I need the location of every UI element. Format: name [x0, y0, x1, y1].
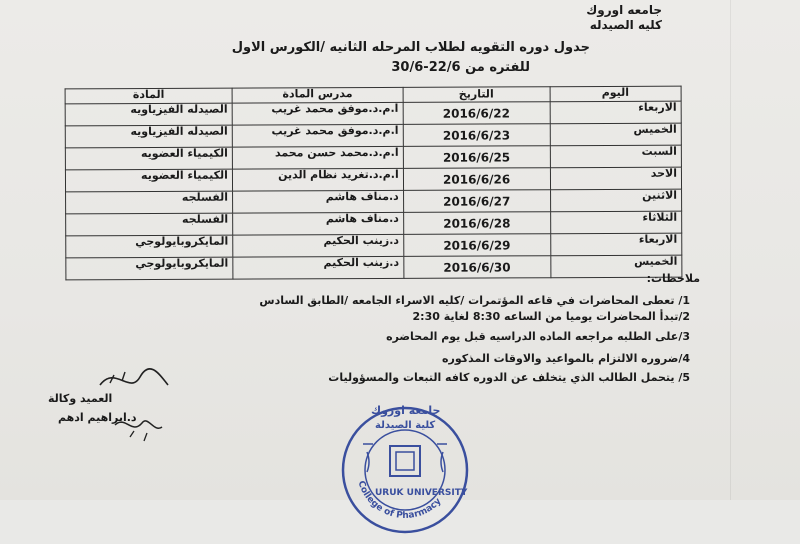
teacher-cell: ا.م.د.تغريد نظام الدين — [232, 168, 403, 191]
period-line: للفتره من 22/6-30/6 — [391, 60, 530, 75]
date-cell: 2016/6/29 — [403, 234, 550, 257]
signatory-name: د.ابراهيم ادهم — [58, 411, 137, 424]
day-cell: السبت — [550, 145, 682, 168]
teacher-cell: د.مناف هاشم — [233, 190, 404, 213]
date-cell: 2016/6/25 — [403, 146, 550, 169]
teacher-cell: د.زينب الحكيم — [233, 256, 404, 279]
table-row — [65, 123, 681, 148]
day-cell: الاربعاء — [550, 101, 682, 124]
document-title: جدول دوره التقويه لطلاب المرحله الثانيه /الكورس الاول — [231, 40, 590, 55]
college-stamp — [335, 400, 475, 522]
date-cell: 2016/6/27 — [403, 190, 550, 213]
page-edge-shadow — [730, 0, 731, 500]
note-item: 2/تبدأ المحاضرات يوميا من الساعه 8:30 لغاية 2:30 — [412, 310, 690, 323]
table-row — [65, 167, 681, 192]
column-header-subject: المادة — [65, 88, 232, 104]
subject-cell: الفسلجه — [66, 213, 233, 236]
table-row — [65, 145, 681, 170]
subject-cell: الصيدله الفيزياويه — [65, 125, 232, 148]
notes-heading: ملاحظات: — [646, 272, 700, 285]
teacher-cell: ا.م.د.محمد حسن محمد — [232, 146, 403, 169]
university-name: جامعه اوروك — [586, 3, 662, 17]
day-cell: الاحد — [550, 167, 682, 190]
college-name: كليه الصيدله — [589, 18, 662, 32]
subject-cell: الكيمياء العضويه — [65, 169, 232, 192]
day-cell: الخميس — [550, 255, 682, 278]
date-cell: 2016/6/22 — [403, 102, 550, 125]
teacher-cell: ا.م.د.موفق محمد غريب — [232, 102, 403, 125]
date-cell: 2016/6/26 — [403, 168, 550, 191]
subject-cell: المايكروبايولوجي — [66, 257, 233, 280]
note-item: 3/على الطلبه مراجعه الماده الدراسيه قبل يوم المحاضره — [386, 330, 690, 343]
day-cell: الاثنين — [550, 189, 682, 212]
table-row — [66, 189, 682, 214]
teacher-cell: د.مناف هاشم — [233, 212, 404, 235]
note-item: 5/ يتحمل الطالب الذي يتخلف عن الدوره كافه التبعات والمسؤوليات — [328, 371, 690, 384]
day-cell: الخميس — [550, 123, 682, 146]
table-row — [65, 101, 681, 126]
note-item: 1/ تعطى المحاضرات في قاعه المؤتمرات /كليه الاسراء الجامعه /الطابق السادس — [259, 294, 690, 307]
stamp-arabic-top: جامعة اوروك — [371, 404, 441, 417]
teacher-cell: د.زينب الحكيم — [233, 234, 404, 257]
subject-cell: المايكروبايولوجي — [66, 235, 233, 258]
subject-cell: الصيدله الفيزياويه — [65, 103, 232, 126]
column-header-teacher: مدرس المادة — [232, 87, 403, 103]
stamp-english-2: URUK UNIVERSITY — [375, 488, 468, 498]
date-cell: 2016/6/30 — [404, 256, 551, 279]
subject-cell: الفسلجه — [66, 191, 233, 214]
handwritten-signature — [70, 355, 180, 460]
date-cell: 2016/6/23 — [403, 124, 550, 147]
day-cell: الاربعاء — [550, 233, 682, 256]
note-item: 4/ضروره الالتزام بالمواعيد والاوقات المذكوره — [442, 352, 690, 365]
table-row — [66, 255, 682, 280]
teacher-cell: ا.م.د.موفق محمد غريب — [232, 124, 403, 147]
date-cell: 2016/6/28 — [403, 212, 550, 235]
column-header-date: التاريخ — [403, 87, 550, 103]
column-header-day: اليوم — [550, 86, 682, 102]
table-row — [66, 233, 682, 258]
stamp-english-1: College of Pharmacy — [355, 479, 444, 522]
subject-cell: الكيمياء العضويه — [65, 147, 232, 170]
table-row — [66, 211, 682, 236]
schedule-table — [65, 86, 683, 281]
stamp-arabic-sub: كلية الصيدلة — [375, 420, 436, 431]
signatory-title: العميد وكالة — [48, 392, 113, 405]
day-cell: الثلاثاء — [550, 211, 682, 234]
